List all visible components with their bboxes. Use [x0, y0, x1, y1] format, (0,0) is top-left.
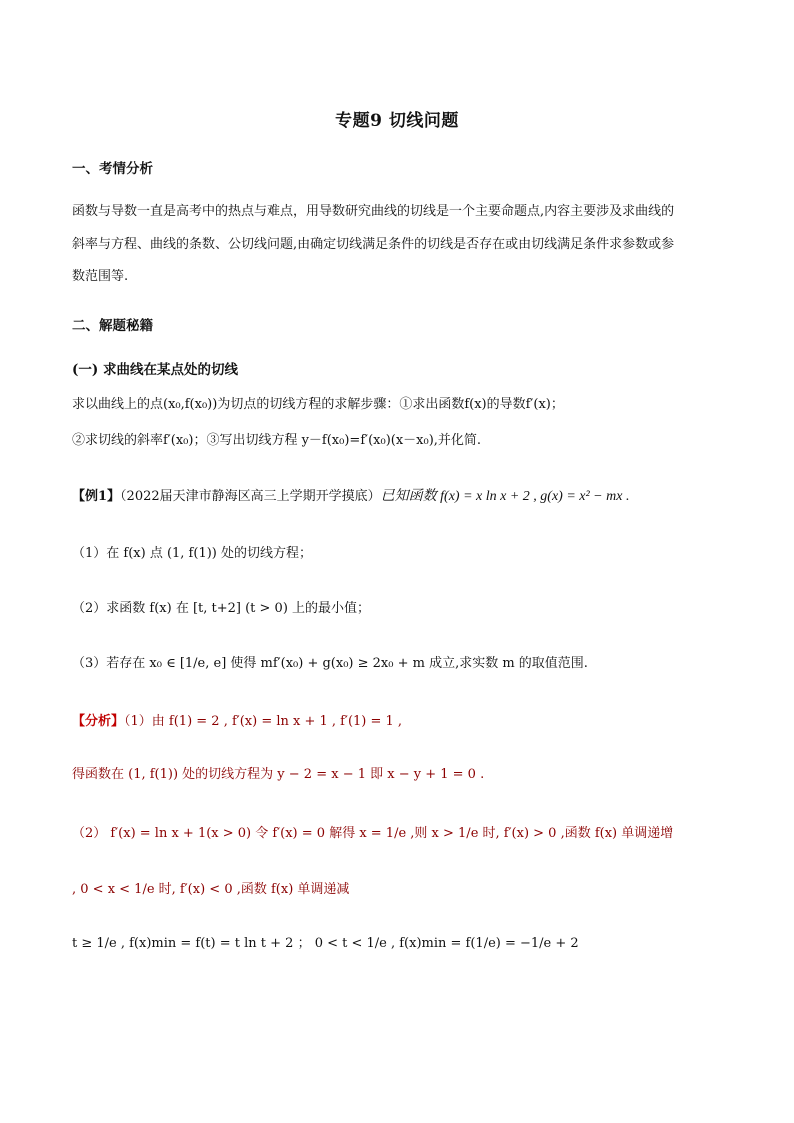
example-label: 【例1】: [72, 489, 121, 504]
example-stem: 已知函数 f(x) = x ln x + 2 , g(x) = x² − mx .: [380, 489, 630, 504]
question-3: （3）若存在 x₀ ∈ [1/e, e] 使得 mf′(x₀) + g(x₀) ≥ 2x₀ + m 成立,求实数 m 的取值范围.: [72, 656, 588, 671]
page-title: 专题9 切线问题: [335, 111, 459, 131]
analysis-line-5: t ≥ 1/e , f(x)min = f(t) = t ln t + 2 ； 0 < t < 1/e , f(x)min = f(1/e) = −1/e + 2: [72, 936, 579, 951]
section-heading-analysis: 一、考情分析: [72, 161, 153, 177]
analysis-label: 【分析】: [72, 714, 125, 729]
question-2: （2）求函数 f(x) 在 [t, t+2] (t > 0) 上的最小值；: [72, 601, 371, 616]
question-1: （1）在 f(x) 点 (1, f(1)) 处的切线方程；: [72, 546, 312, 561]
analysis-line-1: [72, 714, 402, 730]
analysis-line-4: , 0 < x < 1/e 时, f′(x) < 0 ,函数 f(x) 单调递减: [72, 882, 350, 897]
analysis-line-3: （2） f′(x) = ln x + 1(x > 0) 令 f′(x) = 0 解得 x = 1/e ,则 x > 1/e 时, f′(x) > 0 ,函数 f(x) 单调递增: [72, 826, 674, 841]
paragraph-line: 数范围等.: [72, 269, 129, 284]
example-source: （2022届天津市静海区高三上学期开学摸底）: [120, 489, 381, 504]
analysis-text: （1）由 f(1) = 2 , f′(x) = ln x + 1 , f′(1) = 1 ,: [124, 714, 403, 729]
step-line: ②求切线的斜率f′(x₀)；③写出切线方程 y－f(x₀)=f′(x₀)(x－x₀),并化简.: [72, 433, 482, 448]
section-heading-tips: 二、解题秘籍: [72, 318, 153, 334]
example-header: [72, 489, 629, 505]
step-line: 求以曲线上的点(x₀,f(x₀))为切点的切线方程的求解步骤：①求出函数f(x)的导数f′(x)；: [72, 397, 564, 412]
paragraph-line: 函数与导数一直是高考中的热点与难点，用导数研究曲线的切线是一个主要命题点,内容主要涉及求曲线的: [72, 204, 675, 219]
sub-heading: (一) 求曲线在某点处的切线: [72, 362, 238, 378]
paragraph-line: 斜率与方程、曲线的条数、公切线问题,由确定切线满足条件的切线是否存在或由切线满足条件求参数或参: [72, 237, 675, 252]
analysis-line-2: 得函数在 (1, f(1)) 处的切线方程为 y − 2 = x − 1 即 x − y + 1 = 0 .: [72, 767, 485, 782]
